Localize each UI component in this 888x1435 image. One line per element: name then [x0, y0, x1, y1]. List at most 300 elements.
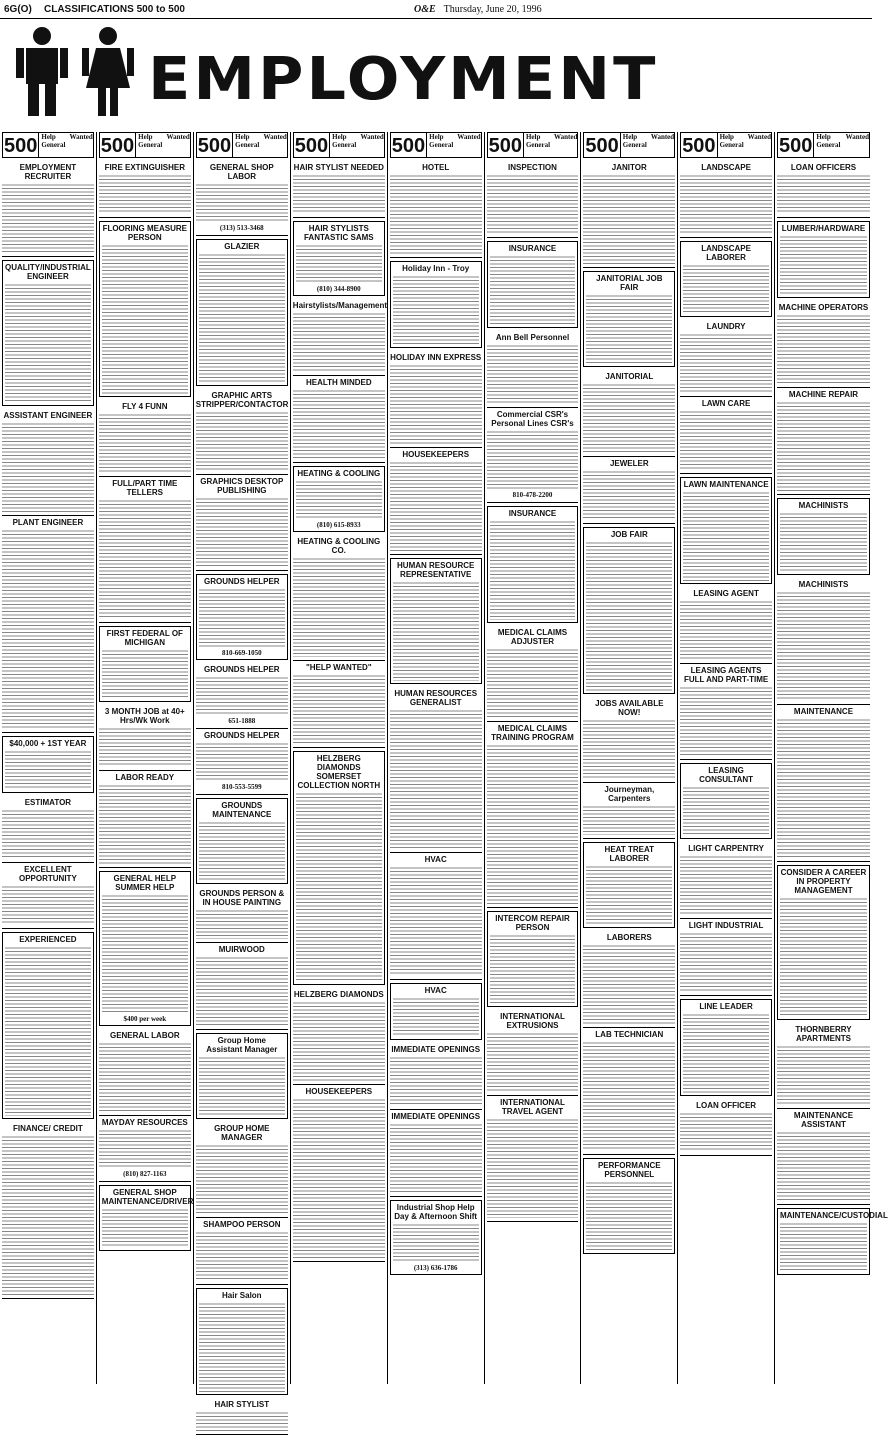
ad-title: INTERNATIONAL EXTRUSIONS — [500, 1012, 565, 1030]
help-label: Help — [138, 133, 153, 141]
ad-body-text — [683, 264, 769, 314]
ad-body-text — [680, 1112, 772, 1152]
ad-title: Hair Salon — [222, 1291, 262, 1300]
ad-title: MACHINISTS — [798, 580, 849, 589]
classified-column — [388, 132, 485, 1384]
ad-title: LABOR READY — [115, 773, 175, 782]
classified-ad — [487, 506, 579, 623]
classified-ad — [196, 887, 288, 943]
ad-title: MACHINE OPERATORS — [778, 303, 869, 312]
help-label: Help — [429, 133, 444, 141]
ad-body-text — [583, 944, 675, 1024]
ad-phone: (810) 827-1163 — [123, 1170, 167, 1178]
ad-title: IMMEDIATE OPENINGS — [391, 1112, 481, 1121]
classified-ad — [777, 221, 870, 298]
ad-title: MAYDAY RESOURCES — [101, 1118, 188, 1127]
ad-body-text — [102, 649, 188, 699]
ad-title: SHAMPOO PERSON — [203, 1220, 281, 1229]
classified-ad — [99, 626, 191, 702]
ad-body-text — [99, 784, 191, 864]
ad-body-text — [2, 183, 94, 253]
ad-body-text — [393, 275, 479, 345]
classification-number: 500 — [100, 135, 135, 157]
classified-ad — [99, 477, 191, 623]
classified-ad — [390, 1043, 482, 1110]
general-label: General — [816, 141, 841, 149]
classification-number: 500 — [4, 135, 38, 157]
classification-label — [523, 133, 577, 157]
classified-column — [97, 132, 194, 1384]
ad-title: LANDSCAPE LABORER — [701, 244, 751, 262]
ad-phone: (810) 344-8900 — [316, 285, 361, 293]
classified-ad — [99, 400, 191, 477]
ad-title: PERFORMANCE PERSONNEL — [597, 1161, 661, 1179]
ad-title: HEAT TREAT LABORER — [604, 845, 655, 863]
ad-title: EMPLOYMENT RECRUITER — [19, 163, 77, 181]
classified-ad — [680, 664, 772, 760]
ad-body-text — [102, 894, 188, 1014]
classification-number: 500 — [488, 135, 522, 157]
ad-body-text — [583, 805, 675, 835]
ad-body-text — [777, 174, 870, 214]
ad-body-text — [680, 600, 772, 660]
ad-phone: (313) 513-3468 — [219, 224, 264, 232]
ad-title: GENERAL SHOP MAINTENANCE/DRIVER — [101, 1188, 194, 1206]
ad-title: HOLIDAY INN EXPRESS — [390, 353, 482, 362]
classified-ad — [583, 370, 675, 457]
ad-title: LAUNDRY — [706, 322, 746, 331]
ad-title: HAIR STYLIST — [214, 1400, 270, 1409]
ad-title: GROUNDS MAINTENANCE — [212, 801, 272, 819]
ad-title: JEWELER — [609, 459, 649, 468]
ad-body-text — [680, 174, 772, 234]
classified-ad — [99, 705, 191, 771]
ad-body-text — [296, 244, 382, 284]
ad-body-text — [2, 422, 94, 512]
ad-phone: (313) 636-1786 — [413, 1264, 458, 1272]
classified-ad — [777, 705, 870, 862]
classified-ad — [2, 736, 94, 793]
classified-ad — [2, 516, 94, 733]
ad-title: HVAC — [424, 986, 447, 995]
classified-ad — [583, 1158, 675, 1254]
banner-title: EMPLOYMENT — [148, 43, 659, 114]
section-title: CLASSIFICATIONS 500 to 500 — [44, 3, 185, 15]
general-label: General — [719, 141, 744, 149]
classified-ad — [2, 409, 94, 516]
help-wanted-header — [390, 132, 482, 158]
ad-title: EXPERIENCED — [19, 935, 77, 944]
classified-ad — [196, 475, 288, 571]
ad-body-text — [390, 174, 482, 254]
classified-ad — [293, 466, 385, 532]
classification-label — [717, 133, 771, 157]
classified-ad — [390, 853, 482, 980]
classified-ad — [487, 722, 579, 908]
classified-column — [581, 132, 678, 1384]
classification-number: 500 — [585, 135, 619, 157]
ad-body-text — [293, 312, 385, 372]
classified-ad — [680, 763, 772, 839]
help-label: Help — [816, 133, 831, 141]
ad-title: LAWN CARE — [701, 399, 751, 408]
ad-title: HEALTH MINDED — [305, 378, 372, 387]
ad-title: ESTIMATOR — [24, 798, 72, 807]
ad-title: Group Home Assistant Manager — [206, 1036, 278, 1054]
classified-ad — [487, 1010, 579, 1096]
help-label: Help — [332, 133, 347, 141]
classified-ad — [293, 751, 385, 985]
classified-ad — [777, 865, 870, 1020]
classified-ad — [293, 535, 385, 661]
ad-body-text — [583, 470, 675, 520]
ad-title: LINE LEADER — [699, 1002, 753, 1011]
classified-ad — [680, 397, 772, 474]
ad-body-text — [487, 648, 579, 718]
ad-title: HOTEL — [422, 163, 450, 172]
ad-title: HEATING & COOLING — [297, 469, 381, 478]
ad-body-text — [780, 235, 867, 295]
ad-title: "HELP WANTED" — [305, 663, 372, 672]
ad-title: Journeyman, Carpenters — [604, 785, 655, 803]
classified-ad — [196, 798, 288, 884]
help-wanted-header — [487, 132, 579, 158]
ad-body-text — [5, 750, 91, 790]
classified-ad — [680, 919, 772, 996]
ad-body-text — [199, 1056, 285, 1116]
ad-body-text — [2, 529, 94, 729]
classified-ad — [99, 1116, 191, 1182]
ad-body-text — [777, 1131, 870, 1201]
ad-title: MAINTENANCE/CUSTODIAL — [779, 1211, 888, 1220]
ad-title: INSURANCE — [508, 244, 557, 253]
wanted-label: Wanted — [69, 133, 93, 141]
ad-body-text — [777, 314, 870, 384]
classified-ad — [196, 1033, 288, 1119]
classified-ad — [777, 498, 870, 575]
classified-ad — [293, 661, 385, 748]
classified-ad — [777, 301, 870, 388]
classified-ad — [99, 871, 191, 1026]
wanted-label: Wanted — [845, 133, 869, 141]
classified-ad — [293, 376, 385, 463]
classified-ad — [680, 999, 772, 1096]
ad-body-text — [680, 932, 772, 992]
classification-label — [813, 133, 869, 157]
ad-title: GROUNDS PERSON & IN HOUSE PAINTING — [199, 889, 285, 907]
classification-label — [38, 133, 92, 157]
ad-title: FIRST FEDERAL OF MICHIGAN — [106, 629, 183, 647]
classified-ad — [487, 331, 579, 408]
page-header — [0, 0, 872, 19]
ad-title: MACHINE REPAIR — [788, 390, 859, 399]
classified-ad — [390, 1110, 482, 1197]
ad-body-text — [196, 1411, 288, 1431]
classified-ad — [777, 1208, 888, 1275]
classified-ad — [680, 1099, 772, 1156]
wanted-label: Wanted — [166, 133, 190, 141]
classified-ad — [2, 161, 94, 257]
classified-ad — [583, 271, 675, 367]
ad-body-text — [296, 792, 382, 982]
ad-title: MACHINISTS — [798, 501, 849, 510]
ad-title: Ann Bell Personnel — [495, 333, 570, 342]
classified-ad — [680, 477, 772, 584]
ad-body-text — [680, 333, 772, 393]
classified-ad — [99, 1029, 191, 1116]
ad-body-text — [99, 1129, 191, 1169]
ad-body-text — [583, 1041, 675, 1151]
classified-column — [0, 132, 97, 1384]
help-wanted-header — [777, 132, 870, 158]
ad-body-text — [5, 946, 91, 1116]
ad-title: FLY 4 FUNN — [122, 402, 168, 411]
ad-body-text — [777, 401, 870, 491]
help-label: Help — [622, 133, 638, 141]
help-label: Help — [41, 133, 56, 141]
classified-ad — [196, 663, 288, 729]
classified-ad — [293, 221, 385, 296]
ad-title: JANITOR — [611, 163, 647, 172]
ad-body-text — [196, 1144, 288, 1214]
ad-body-text — [293, 389, 385, 459]
ad-title: FLOORING MEASURE PERSON — [102, 224, 188, 242]
classified-ad — [487, 1096, 579, 1222]
classified-ad — [196, 1218, 288, 1285]
ad-body-text — [490, 520, 576, 620]
classified-ad — [487, 241, 579, 328]
woman-figure-icon — [78, 26, 138, 118]
classified-ad — [487, 408, 579, 503]
ad-title: GENERAL LABOR — [109, 1031, 180, 1040]
classified-ad — [196, 1122, 288, 1218]
ad-body-text — [586, 1181, 672, 1251]
classified-ad — [487, 911, 579, 1007]
ad-title: INSURANCE — [508, 509, 557, 518]
ad-body-text — [393, 1223, 479, 1263]
ad-title: FIRE EXTINGUISHER — [104, 163, 186, 172]
ad-body-text — [780, 512, 867, 572]
ad-title: FINANCE/ CREDIT — [13, 1124, 83, 1133]
ad-body-text — [680, 686, 772, 756]
ad-title: GROUNDS HELPER — [204, 731, 280, 740]
ad-title: IMMEDIATE OPENINGS — [391, 1045, 481, 1054]
ad-title: JANITORIAL JOB FAIR — [596, 274, 663, 292]
ad-title: MEDICAL CLAIMS TRAINING PROGRAM — [491, 724, 574, 742]
ad-title: HVAC — [424, 855, 447, 864]
ad-title: CONSIDER A CAREER IN PROPERTY MANAGEMENT — [780, 868, 867, 895]
ad-body-text — [490, 255, 576, 325]
general-label: General — [622, 141, 647, 149]
classified-ad — [196, 1288, 288, 1395]
ad-body-text — [390, 866, 482, 976]
ad-title: GROUP HOME MANAGER — [214, 1124, 270, 1142]
classified-ad — [390, 558, 482, 684]
ad-body-text — [102, 1208, 188, 1248]
classified-ad — [487, 626, 579, 722]
ad-body-text — [393, 997, 479, 1037]
ad-title: $40,000 + 1ST YEAR — [9, 739, 87, 748]
ad-title: MEDICAL CLAIMS ADJUSTER — [497, 628, 568, 646]
classified-ad — [777, 1109, 870, 1205]
help-wanted-header — [196, 132, 288, 158]
classified-ad — [2, 932, 94, 1119]
classified-column — [485, 132, 582, 1384]
classified-ad — [99, 161, 191, 218]
general-label: General — [41, 141, 66, 149]
wanted-label: Wanted — [650, 133, 675, 141]
classified-ad — [777, 1023, 870, 1109]
ad-phone: 810-478-2200 — [512, 491, 553, 499]
classified-ad — [196, 161, 288, 236]
ad-body-text — [2, 1135, 94, 1295]
classified-ad — [390, 448, 482, 555]
classified-ad — [680, 320, 772, 397]
ad-body-text — [293, 1098, 385, 1258]
classified-column — [775, 132, 888, 1384]
ad-body-text — [2, 885, 94, 925]
ad-title: GENERAL HELP SUMMER HELP — [113, 874, 177, 892]
ad-body-text — [393, 581, 479, 681]
classified-ad — [293, 988, 385, 1085]
ad-body-text — [583, 719, 675, 779]
ad-phone: (810) 615-8933 — [316, 521, 361, 529]
wanted-label: Wanted — [360, 133, 384, 141]
ad-title: LEASING CONSULTANT — [699, 766, 754, 784]
help-wanted-header — [680, 132, 772, 158]
classification-label — [329, 133, 384, 157]
ad-body-text — [99, 727, 191, 767]
classified-ad — [2, 796, 94, 863]
classified-ad — [293, 1085, 385, 1262]
ad-body-text — [196, 956, 288, 1026]
ad-title: HOUSEKEEPERS — [305, 1087, 373, 1096]
ad-title: HUMAN RESOURCE REPRESENTATIVE — [397, 561, 475, 579]
classified-ad — [680, 842, 772, 919]
ad-body-text — [296, 480, 382, 520]
ad-body-text — [777, 591, 870, 701]
ad-title: PLANT ENGINEER — [12, 518, 84, 527]
employment-banner — [0, 24, 872, 120]
ad-body-text — [586, 541, 672, 691]
ad-title: LUMBER/HARDWARE — [781, 224, 866, 233]
classified-column — [678, 132, 775, 1384]
classification-label — [620, 133, 674, 157]
general-label: General — [235, 141, 260, 149]
ad-body-text — [293, 674, 385, 744]
ad-title: Hairstylists/Management — [292, 301, 388, 310]
classified-ad — [196, 239, 288, 386]
ad-body-text — [293, 1001, 385, 1081]
classified-ad — [777, 388, 870, 495]
classification-label — [426, 133, 480, 157]
ad-body-text — [196, 742, 288, 782]
ad-body-text — [780, 1222, 867, 1272]
classified-ad — [292, 299, 388, 376]
classified-columns — [0, 132, 888, 1409]
ad-body-text — [196, 497, 288, 567]
ad-body-text — [583, 383, 675, 453]
classified-ad — [583, 842, 675, 928]
classified-ad — [99, 771, 191, 868]
help-label: Help — [525, 133, 541, 141]
ad-title: Commercial CSR's Personal Lines CSR's — [491, 410, 574, 428]
classified-ad — [777, 161, 870, 218]
ad-body-text — [196, 411, 288, 471]
general-label: General — [525, 141, 551, 149]
ad-body-text — [293, 174, 385, 214]
ad-title: GROUNDS HELPER — [204, 577, 280, 586]
classified-column — [291, 132, 388, 1384]
classified-ad — [196, 943, 288, 1030]
ad-body-text — [390, 709, 482, 849]
ad-body-text — [199, 1302, 285, 1392]
ad-title: LOAN OFFICER — [696, 1101, 757, 1110]
ad-body-text — [683, 786, 769, 836]
ad-title: HOUSEKEEPERS — [402, 450, 470, 459]
wanted-label: Wanted — [457, 133, 481, 141]
ad-title: MAINTENANCE ASSISTANT — [793, 1111, 854, 1129]
classification-label — [232, 133, 287, 157]
ad-body-text — [196, 909, 288, 939]
classified-ad — [390, 351, 482, 448]
issue-date: Thursday, June 20, 1996 — [443, 3, 542, 15]
help-wanted-header — [583, 132, 675, 158]
page-number: 6G(O) — [4, 3, 32, 15]
ad-body-text — [99, 499, 191, 619]
classified-ad — [293, 161, 385, 218]
ad-body-text — [293, 557, 385, 657]
ad-body-text — [390, 364, 482, 444]
ad-title: MUIRWOOD — [218, 945, 265, 954]
classified-ad — [390, 983, 482, 1040]
ad-title: LIGHT CARPENTRY — [688, 844, 764, 853]
ad-phone: 810-553-5599 — [221, 783, 262, 791]
publication-name: O&E — [414, 3, 436, 15]
ad-title: LANDSCAPE — [701, 163, 751, 172]
ad-title: GRAPHICS DESKTOP PUBLISHING — [200, 477, 284, 495]
ad-title: MAINTENANCE — [793, 707, 854, 716]
ad-body-text — [487, 1118, 579, 1218]
ad-body-text — [780, 897, 867, 1017]
classified-ad — [777, 578, 870, 705]
ad-body-text — [102, 244, 188, 394]
classified-ad — [99, 221, 191, 397]
classified-ad — [2, 863, 94, 929]
ad-title: QUALITY/INDUSTRIAL ENGINEER — [5, 263, 91, 281]
ad-phone: $400 per week — [123, 1015, 167, 1023]
ad-body-text — [2, 809, 94, 859]
ad-body-text — [196, 676, 288, 716]
ad-title: JOBS AVAILABLE NOW! — [595, 699, 664, 717]
classified-ad — [196, 729, 288, 795]
wanted-label: Wanted — [747, 133, 771, 141]
help-label: Help — [235, 133, 250, 141]
classified-ad — [2, 260, 94, 406]
ad-body-text — [487, 744, 579, 904]
classified-ad — [196, 574, 288, 660]
ad-title: GENERAL SHOP LABOR — [209, 163, 274, 181]
ad-title: JANITORIAL — [605, 372, 654, 381]
ad-body-text — [680, 410, 772, 470]
ad-title: INSPECTION — [508, 163, 557, 172]
classified-ad — [390, 161, 482, 258]
ad-body-text — [99, 1042, 191, 1112]
classified-column — [194, 132, 291, 1409]
classified-ad — [583, 1028, 675, 1155]
ad-body-text — [777, 1045, 870, 1105]
classified-ad — [2, 1122, 94, 1299]
